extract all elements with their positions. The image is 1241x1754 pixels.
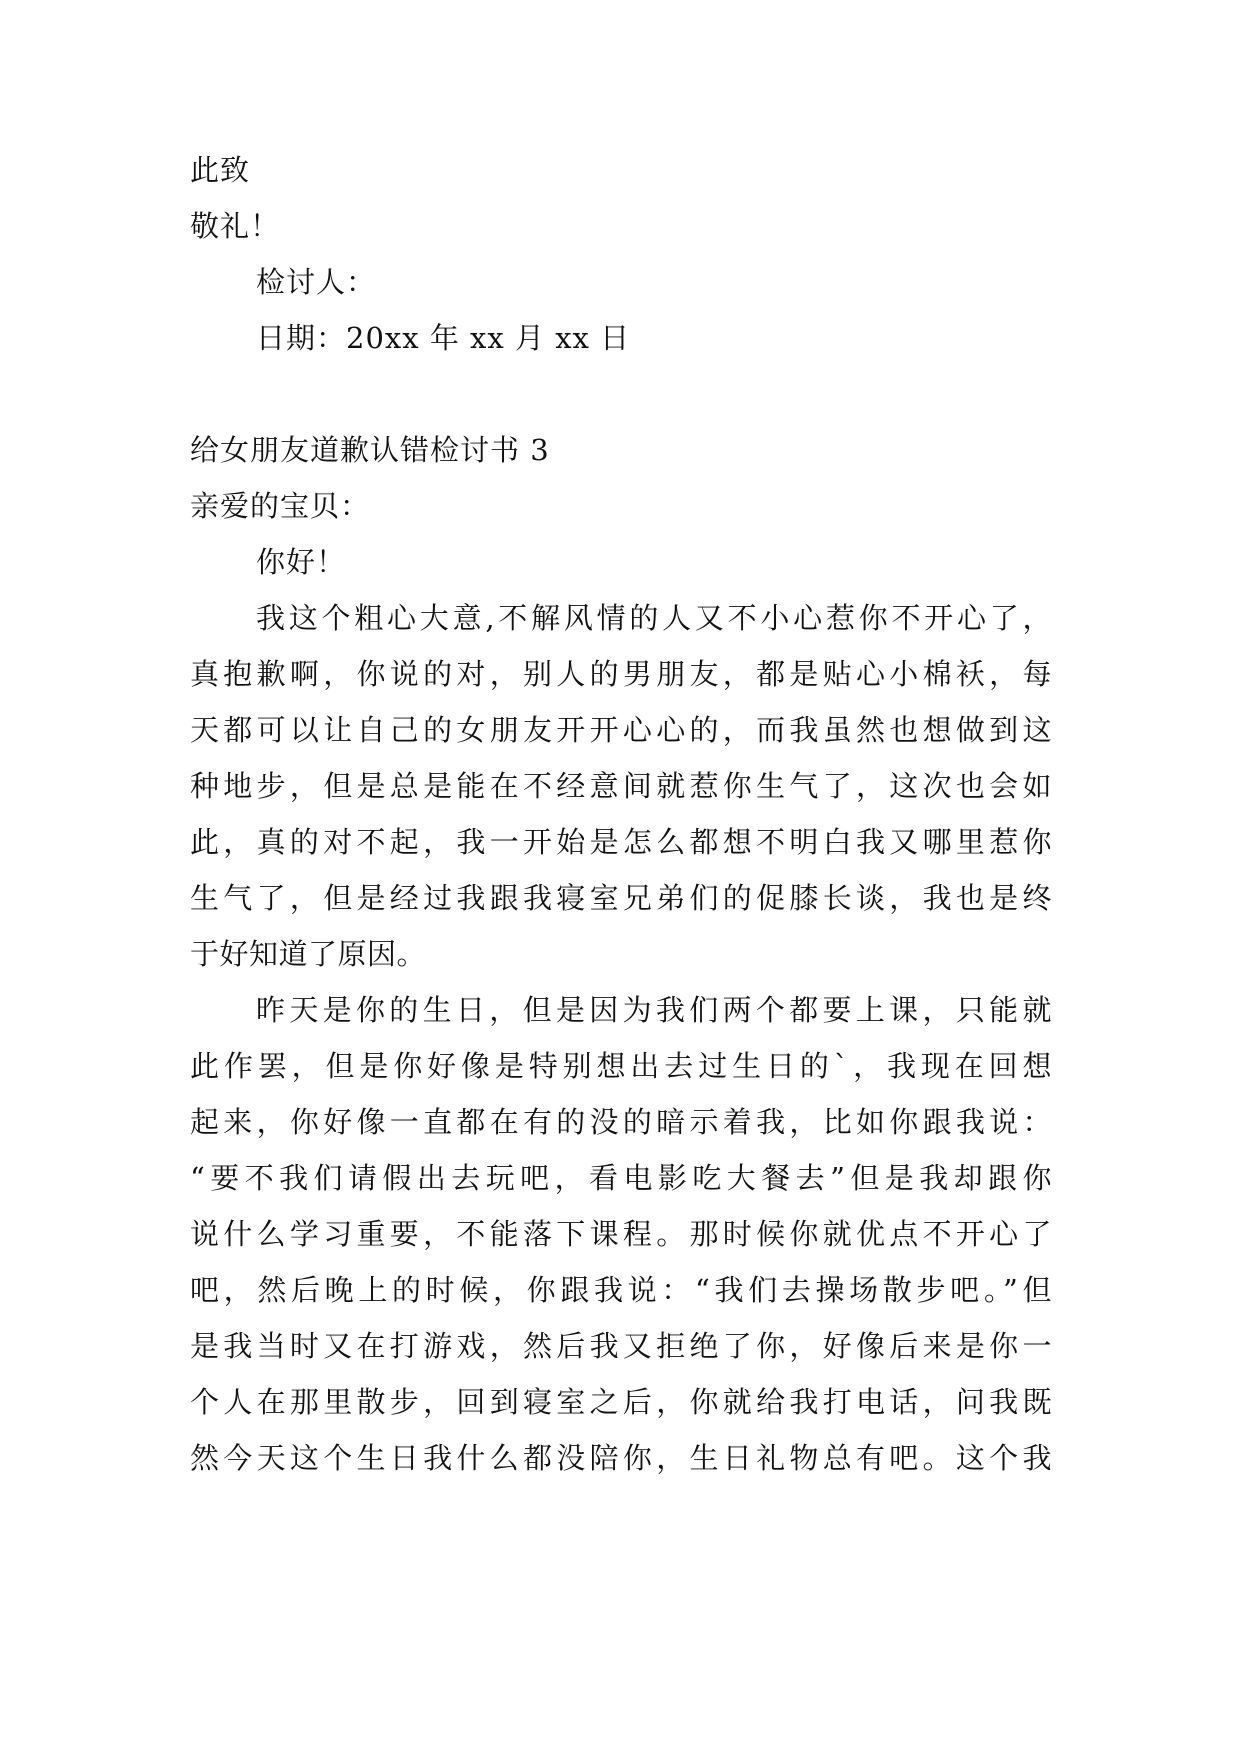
paragraph-2-line: 个人在那里散步，回到寝室之后，你就给我打电话，问我既	[190, 1385, 1052, 1419]
paragraph-1-line: 于好知道了原因。	[190, 937, 427, 971]
paragraph-1-line: 天都可以让自己的女朋友开开心心的，而我虽然也想做到这	[190, 713, 1052, 747]
closing-greeting-2: 敬礼！	[190, 209, 281, 243]
letter-salutation: 亲爱的宝贝：	[190, 489, 371, 523]
paragraph-1-line: 此，真的对不起，我一开始是怎么都想不明白我又哪里惹你	[190, 825, 1052, 859]
letter-hello: 你好！	[256, 545, 347, 579]
paragraph-2-line: 吧，然后晚上的时候，你跟我说：“我们去操场散步吧。”但	[190, 1273, 1052, 1307]
paragraph-2-line: 说什么学习重要，不能落下课程。那时候你就优点不开心了	[190, 1217, 1052, 1251]
paragraph-1-line: 种地步，但是总是能在不经意间就惹你生气了，这次也会如	[190, 769, 1052, 803]
paragraph-2-line: “要不我们请假出去玩吧，看电影吃大餐去”但是我却跟你	[190, 1161, 1052, 1195]
letter-title: 给女朋友道歉认错检讨书 3	[190, 433, 550, 467]
paragraph-1-line: 我这个粗心大意,不解风情的人又不小心惹你不开心了，	[256, 601, 1052, 635]
date-line: 日期：20xx 年 xx 月 xx 日	[256, 321, 631, 355]
closing-greeting-1: 此致	[190, 153, 251, 187]
paragraph-2-line: 是我当时又在打游戏，然后我又拒绝了你，好像后来是你一	[190, 1329, 1052, 1363]
signer-label: 检讨人：	[256, 265, 377, 299]
paragraph-1-line: 真抱歉啊，你说的对，别人的男朋友，都是贴心小棉袄，每	[190, 657, 1052, 691]
paragraph-1-line: 生气了，但是经过我跟我寝室兄弟们的促膝长谈，我也是终	[190, 881, 1052, 915]
paragraph-2-line: 然今天这个生日我什么都没陪你，生日礼物总有吧。这个我	[190, 1441, 1052, 1475]
paragraph-2-line: 起来，你好像一直都在有的没的暗示着我，比如你跟我说：	[190, 1105, 1052, 1139]
paragraph-2-line: 此作罢，但是你好像是特别想出去过生日的`，我现在回想	[190, 1049, 1052, 1083]
paragraph-2-line: 昨天是你的生日，但是因为我们两个都要上课，只能就	[256, 993, 1052, 1027]
